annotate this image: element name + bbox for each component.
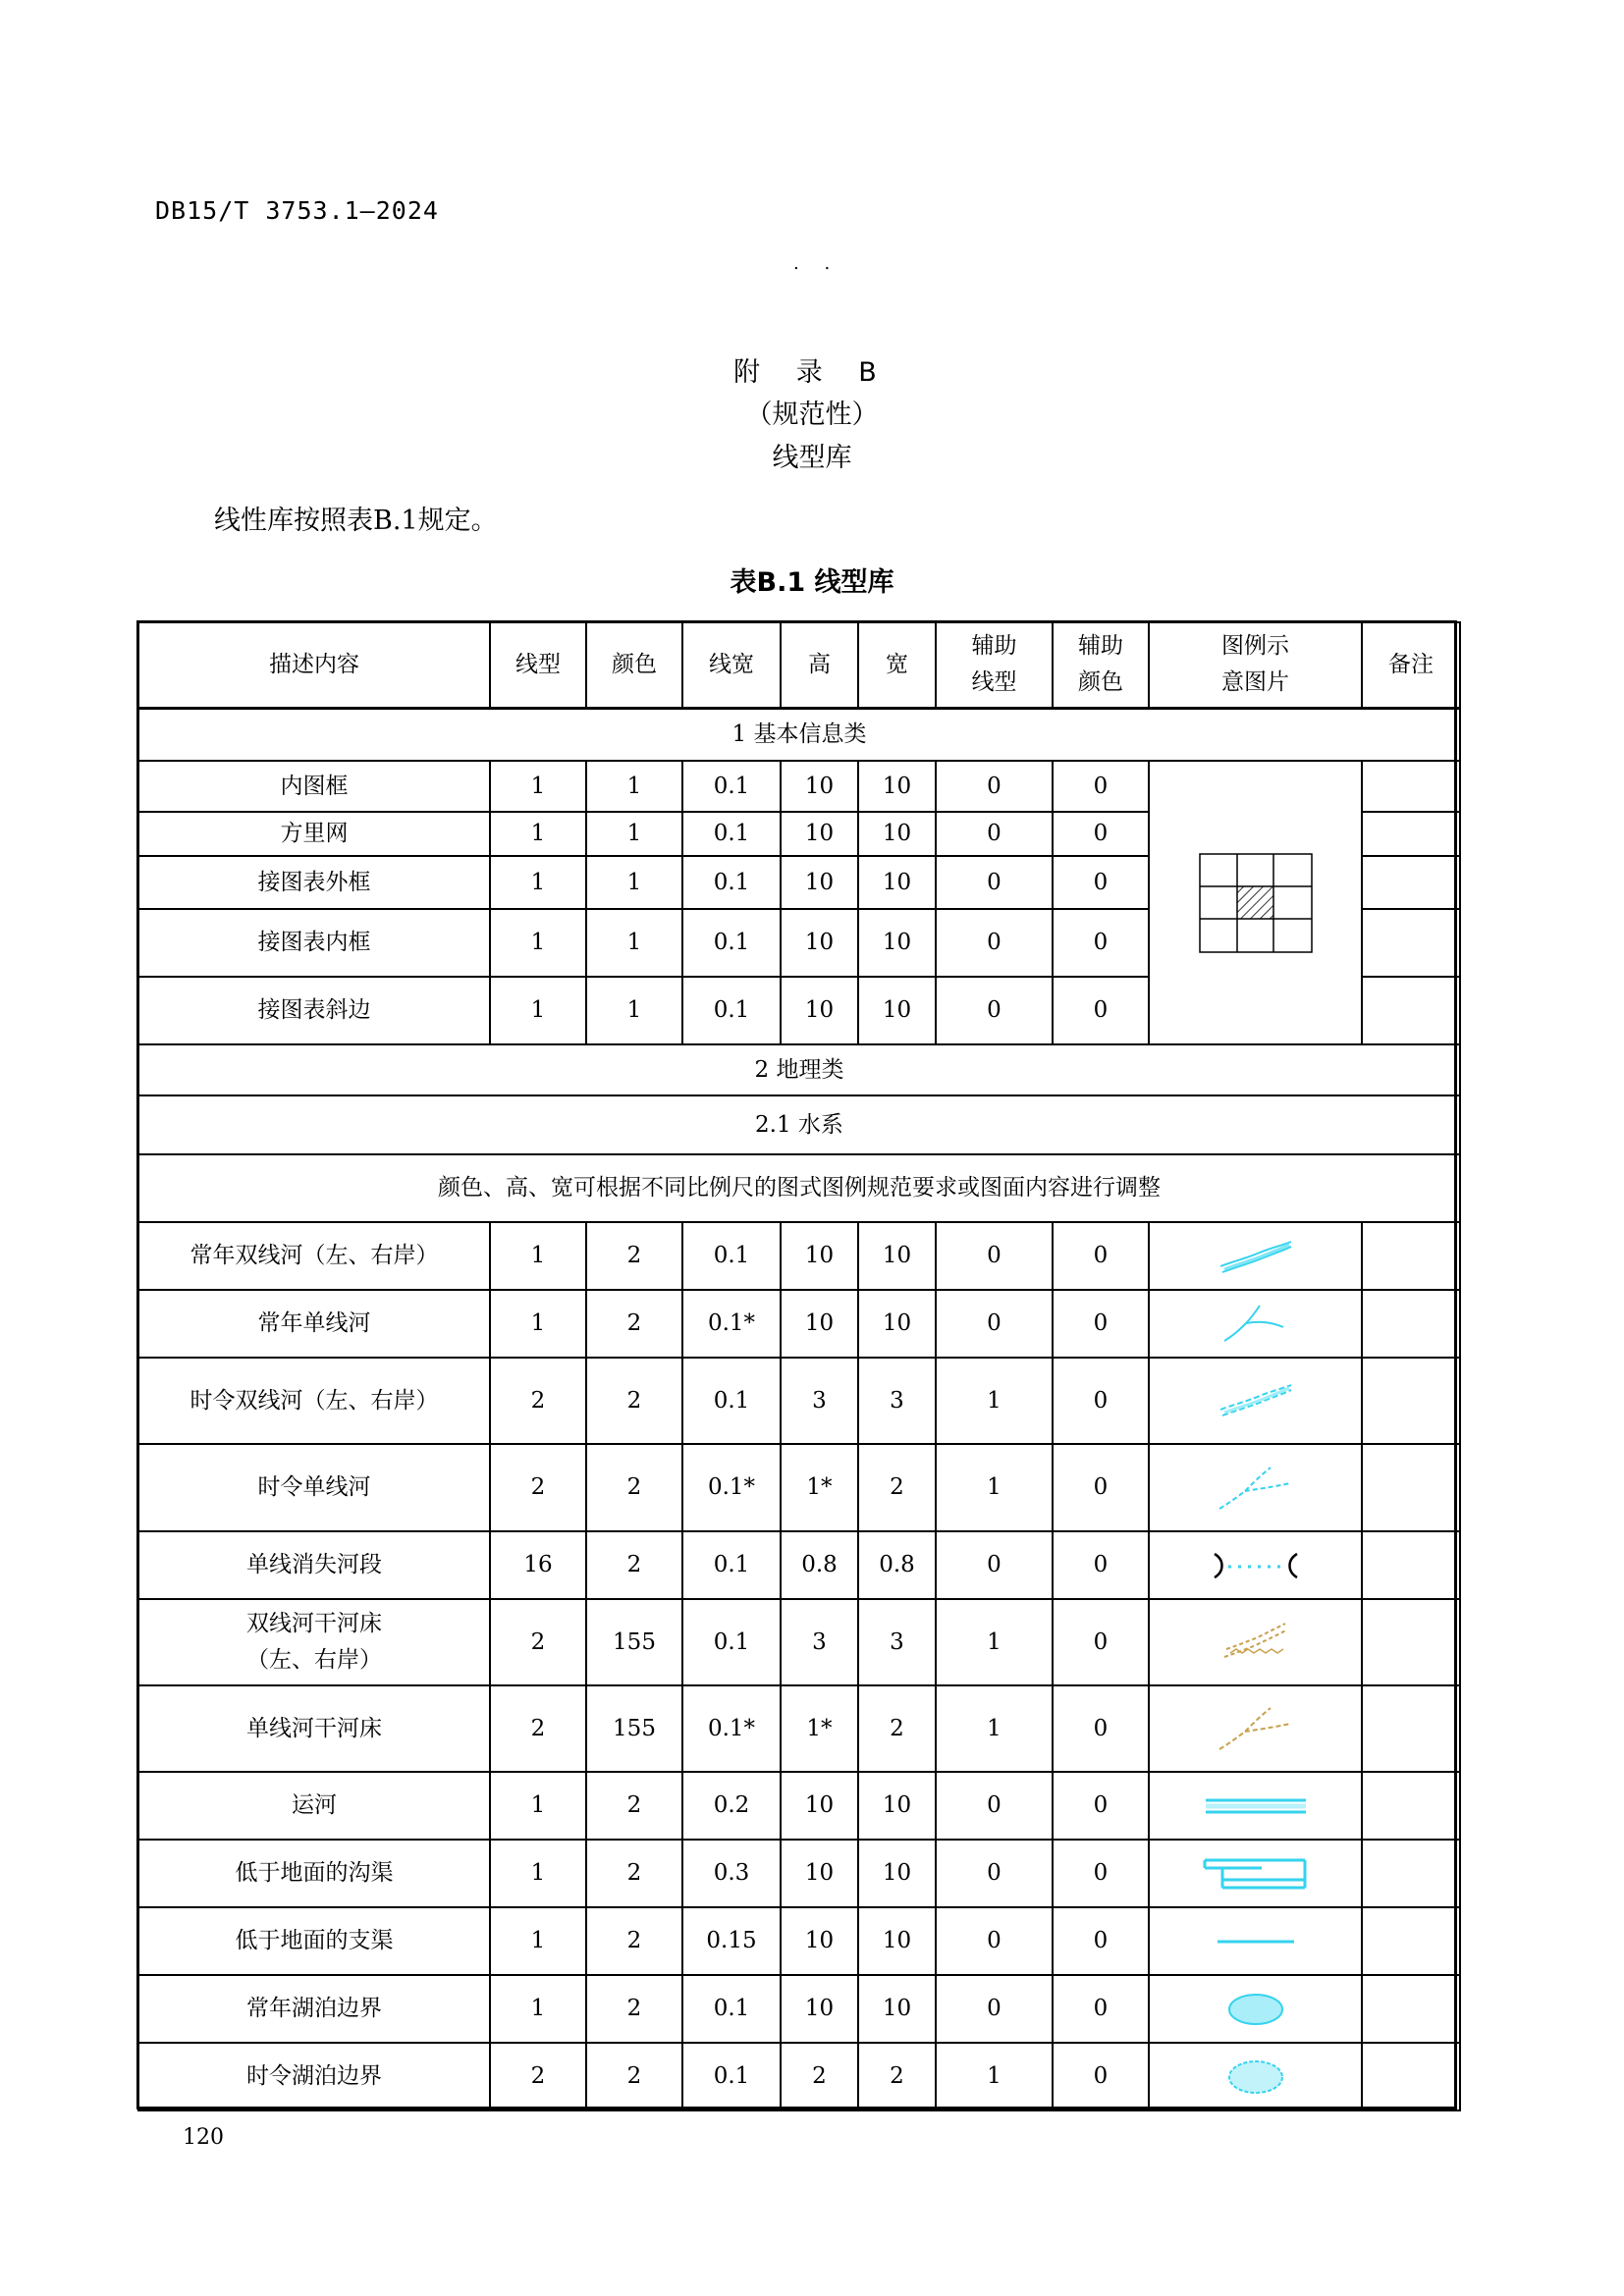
cell-w: 10 [858,1222,936,1290]
cell-desc: 接图表斜边 [138,977,490,1044]
section-row [138,1044,1460,1095]
appendix-name: 线型库 [772,443,852,473]
header-color: 颜色 [586,622,682,708]
cell-desc: 时令双线河（左、右岸） [138,1358,490,1444]
lake-boundary-icon [1226,1992,1285,2027]
cell-legend [1149,1907,1362,1975]
cell-type: 1 [490,1772,586,1840]
cell-aux-color: 0 [1053,1772,1149,1840]
grid-frame-icon [1199,853,1313,953]
cell-aux-color: 0 [1053,1222,1149,1290]
line-type-table [137,621,1461,2111]
dry-single-riverbed-icon [1214,1702,1298,1755]
cell-legend [1149,1531,1362,1599]
cell-type: 1 [490,1290,586,1358]
table-row [138,2043,1460,2110]
cell-color: 2 [586,1772,682,1840]
cell-aux-type: 0 [936,1222,1053,1290]
intro-paragraph: 线性库按照表B.1规定。 [214,506,498,536]
cell-legend [1149,1444,1362,1531]
cell-aux-type: 1 [936,1599,1053,1685]
cell-type: 2 [490,1599,586,1685]
cell-aux-type: 0 [936,1975,1053,2043]
appendix-nature: （规范性） [745,400,879,430]
cell-note [1362,1531,1460,1599]
cell-type: 1 [490,1907,586,1975]
cell-type: 2 [490,1685,586,1772]
cell-aux-type: 0 [936,1907,1053,1975]
cell-color: 1 [586,856,682,909]
table-row [138,761,1460,812]
cell-note [1362,909,1460,977]
cell-height: 10 [781,1907,858,1975]
cell-aux-color: 0 [1053,909,1149,977]
cell-type: 1 [490,1222,586,1290]
cell-width: 0.1 [682,1599,781,1685]
cell-color: 2 [586,1222,682,1290]
cell-width: 0.1 [682,761,781,812]
cell-aux-type: 0 [936,812,1053,856]
table-row [138,1840,1460,1907]
section-geography: 2 地理类 [138,1044,1460,1095]
page-number: 120 [183,2125,224,2150]
cell-type: 1 [490,761,586,812]
cell-desc: 时令单线河 [138,1444,490,1531]
cell-height: 10 [781,761,858,812]
seasonal-double-river-icon [1217,1378,1295,1423]
note-row [138,1154,1460,1222]
vanishing-river-icon [1207,1550,1305,1581]
cell-aux-color: 0 [1053,1599,1149,1685]
cell-note [1362,1290,1460,1358]
cell-color: 2 [586,1444,682,1531]
cell-w: 10 [858,761,936,812]
cell-legend [1149,1222,1362,1290]
cell-legend [1149,1840,1362,1907]
cell-legend [1149,761,1362,1044]
cell-color: 1 [586,812,682,856]
cell-desc: 低于地面的沟渠 [138,1840,490,1907]
cell-w: 10 [858,1772,936,1840]
cell-legend [1149,1772,1362,1840]
cell-width: 0.1* [682,1444,781,1531]
cell-aux-color: 0 [1053,1907,1149,1975]
cell-type: 1 [490,1975,586,2043]
cell-w: 10 [858,977,936,1044]
section-basic-info: 1 基本信息类 [138,708,1460,761]
cell-legend [1149,1685,1362,1772]
cell-desc: 单线河干河床 [138,1685,490,1772]
cell-width: 0.1* [682,1290,781,1358]
cell-desc: 接图表内框 [138,909,490,977]
cell-legend [1149,1975,1362,2043]
cell-desc: 常年单线河 [138,1290,490,1358]
cell-w: 10 [858,1290,936,1358]
canal-icon [1204,1795,1308,1817]
cell-note [1362,1444,1460,1531]
cell-w: 3 [858,1358,936,1444]
cell-note [1362,812,1460,856]
cell-height: 10 [781,909,858,977]
cell-note [1362,1907,1460,1975]
cell-note [1362,856,1460,909]
cell-desc: 低于地面的支渠 [138,1907,490,1975]
cell-aux-color: 0 [1053,1290,1149,1358]
cell-type: 1 [490,977,586,1044]
cell-width: 0.1 [682,1975,781,2043]
cell-color: 2 [586,2043,682,2110]
cell-width: 0.1 [682,1358,781,1444]
cell-w: 2 [858,1685,936,1772]
document-code: DB15/T 3753.1—2024 [155,196,439,225]
cell-aux-color: 0 [1053,1358,1149,1444]
cell-aux-color: 0 [1053,1975,1149,2043]
cell-width: 0.1 [682,856,781,909]
header-legend: 图例示 意图片 [1149,622,1362,708]
cell-color: 2 [586,1358,682,1444]
branch-canal-icon [1216,1937,1296,1947]
seasonal-lake-boundary-icon [1226,2058,1285,2096]
cell-color: 2 [586,1840,682,1907]
table-caption: 表B.1 线型库 [730,567,894,598]
cell-type: 1 [490,812,586,856]
table-row [138,1975,1460,2043]
cell-type: 2 [490,2043,586,2110]
header-type: 线型 [490,622,586,708]
adjustment-note: 颜色、高、宽可根据不同比例尺的图式图例规范要求或图面内容进行调整 [138,1154,1460,1222]
cell-color: 1 [586,909,682,977]
cell-type: 16 [490,1531,586,1599]
cell-note [1362,1222,1460,1290]
cell-width: 0.1 [682,1222,781,1290]
cell-w: 3 [858,1599,936,1685]
table-row [138,1444,1460,1531]
table-row [138,1358,1460,1444]
cell-desc: 内图框 [138,761,490,812]
cell-legend [1149,1290,1362,1358]
cell-aux-type: 0 [936,1772,1053,1840]
cell-color: 155 [586,1685,682,1772]
cell-height: 3 [781,1599,858,1685]
cell-height: 3 [781,1358,858,1444]
cell-aux-color: 0 [1053,977,1149,1044]
cell-color: 2 [586,1907,682,1975]
cell-aux-type: 0 [936,761,1053,812]
table-header-row [138,622,1460,708]
cell-height: 2 [781,2043,858,2110]
cell-height: 10 [781,1772,858,1840]
cell-aux-color: 0 [1053,1685,1149,1772]
cell-height: 10 [781,1222,858,1290]
cell-aux-type: 0 [936,1290,1053,1358]
section-row [138,1095,1460,1154]
cell-color: 1 [586,761,682,812]
table-row [138,1290,1460,1358]
cell-width: 0.1 [682,2043,781,2110]
header-note: 备注 [1362,622,1460,708]
cell-aux-color: 0 [1053,812,1149,856]
cell-width: 0.2 [682,1772,781,1840]
cell-desc: 常年湖泊边界 [138,1975,490,2043]
cell-width: 0.1 [682,1531,781,1599]
cell-height: 0.8 [781,1531,858,1599]
cell-legend [1149,1599,1362,1685]
cell-w: 10 [858,1840,936,1907]
cell-color: 2 [586,1975,682,2043]
double-river-icon [1217,1237,1295,1276]
header-width: 线宽 [682,622,781,708]
cell-note [1362,1975,1460,2043]
appendix-title: 附 录 B [733,357,891,388]
cell-w: 10 [858,812,936,856]
cell-aux-color: 0 [1053,1444,1149,1531]
cell-height: 10 [781,812,858,856]
cell-width: 0.3 [682,1840,781,1907]
cell-w: 0.8 [858,1531,936,1599]
section-water-system: 2.1 水系 [138,1095,1460,1154]
header-aux-type: 辅助 线型 [936,622,1053,708]
cell-w: 2 [858,2043,936,2110]
cell-type: 2 [490,1444,586,1531]
cell-aux-color: 0 [1053,2043,1149,2110]
cell-note [1362,977,1460,1044]
cell-color: 2 [586,1531,682,1599]
cell-note [1362,1599,1460,1685]
cell-legend [1149,2043,1362,2110]
cell-type: 1 [490,909,586,977]
cell-desc: 时令湖泊边界 [138,2043,490,2110]
cell-note [1362,761,1460,812]
header-aux-color: 辅助 颜色 [1053,622,1149,708]
cell-height: 1* [781,1685,858,1772]
cell-desc: 常年双线河（左、右岸） [138,1222,490,1290]
cell-width: 0.1 [682,977,781,1044]
ditch-icon [1203,1856,1309,1892]
cell-note [1362,1840,1460,1907]
cell-height: 10 [781,977,858,1044]
cell-aux-type: 0 [936,1531,1053,1599]
dry-double-riverbed-icon [1217,1620,1295,1665]
single-river-icon [1217,1302,1295,1347]
cell-aux-type: 0 [936,1840,1053,1907]
cell-width: 0.1 [682,812,781,856]
cell-width: 0.1 [682,909,781,977]
cell-w: 2 [858,1444,936,1531]
table-row [138,1772,1460,1840]
cell-width: 0.1* [682,1685,781,1772]
cell-color: 1 [586,977,682,1044]
cell-aux-type: 1 [936,1358,1053,1444]
cell-aux-color: 0 [1053,1840,1149,1907]
cell-note [1362,1772,1460,1840]
cell-aux-type: 0 [936,909,1053,977]
header-w: 宽 [858,622,936,708]
table-row [138,1531,1460,1599]
cell-aux-type: 1 [936,2043,1053,2110]
cell-w: 10 [858,1975,936,2043]
cell-height: 10 [781,1290,858,1358]
cell-legend [1149,1358,1362,1444]
section-row [138,708,1460,761]
cell-desc: 双线河干河床 （左、右岸） [138,1599,490,1685]
cell-desc: 方里网 [138,812,490,856]
header-height: 高 [781,622,858,708]
cell-color: 155 [586,1599,682,1685]
cell-height: 10 [781,1975,858,2043]
header-desc: 描述内容 [138,622,490,708]
cell-aux-color: 0 [1053,761,1149,812]
cell-aux-type: 1 [936,1685,1053,1772]
table-row [138,1222,1460,1290]
cell-height: 10 [781,856,858,909]
cell-aux-type: 0 [936,977,1053,1044]
cell-w: 10 [858,856,936,909]
cell-type: 2 [490,1358,586,1444]
cell-w: 10 [858,909,936,977]
table-row [138,1685,1460,1772]
page-marks: . . [793,253,840,274]
cell-width: 0.15 [682,1907,781,1975]
cell-desc: 接图表外框 [138,856,490,909]
cell-desc: 单线消失河段 [138,1531,490,1599]
cell-height: 10 [781,1840,858,1907]
cell-aux-type: 0 [936,856,1053,909]
seasonal-single-river-icon [1214,1462,1298,1515]
table-row [138,1599,1460,1685]
table-row [138,1907,1460,1975]
cell-aux-type: 1 [936,1444,1053,1531]
cell-type: 1 [490,1840,586,1907]
cell-aux-color: 0 [1053,1531,1149,1599]
cell-desc: 运河 [138,1772,490,1840]
cell-w: 10 [858,1907,936,1975]
cell-type: 1 [490,856,586,909]
cell-note [1362,1685,1460,1772]
cell-color: 2 [586,1290,682,1358]
cell-note [1362,1358,1460,1444]
cell-note [1362,2043,1460,2110]
cell-height: 1* [781,1444,858,1531]
cell-aux-color: 0 [1053,856,1149,909]
